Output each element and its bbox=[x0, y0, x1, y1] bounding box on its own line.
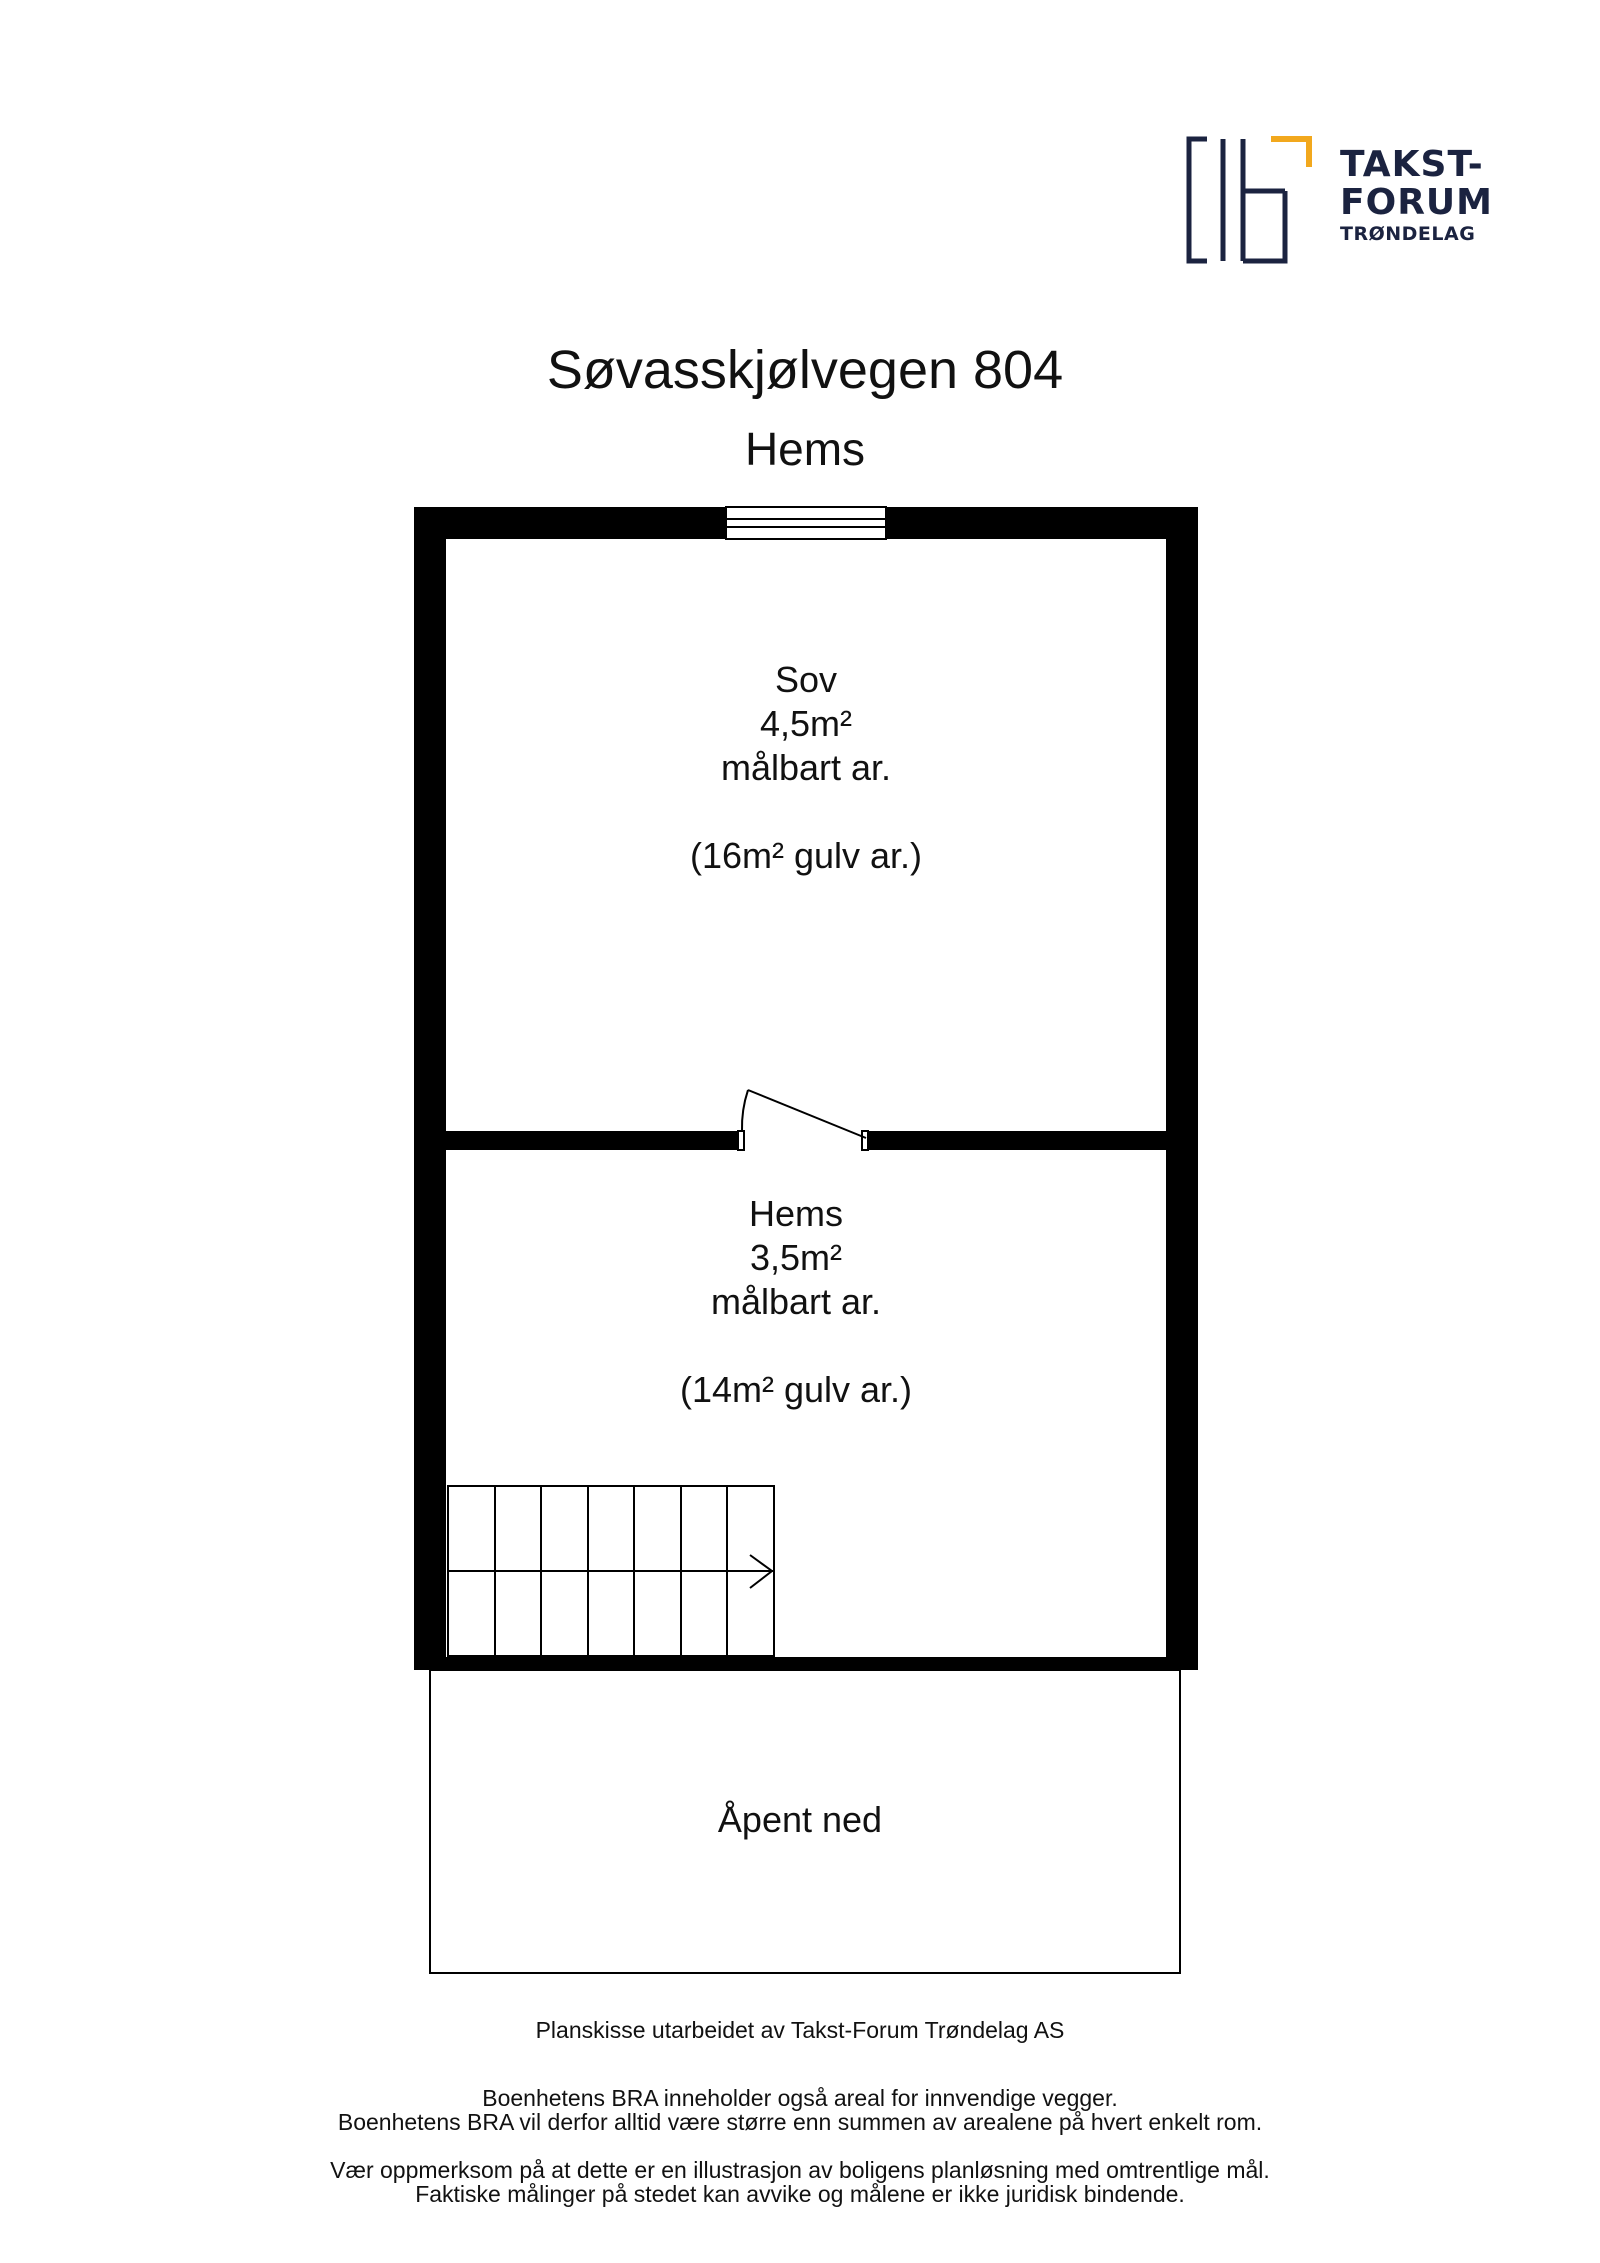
room-area: 3,5m² bbox=[749, 1237, 843, 1278]
window bbox=[726, 506, 886, 540]
address-title: Søvasskjølvegen 804 bbox=[546, 340, 1064, 400]
footer-note-1: Boenhetens BRA inneholder også areal for innvendige vegger. bbox=[482, 2085, 1118, 2111]
room-floor-area: (14m² gulv ar.) bbox=[679, 1369, 913, 1410]
footer-note-2: Boenhetens BRA vil derfor alltid være større enn summen av arealene på hvert enkelt rom. bbox=[337, 2109, 1263, 2135]
outer-wall-right bbox=[1166, 507, 1198, 1670]
room-label-open bbox=[600, 1798, 1000, 1842]
outer-wall-left bbox=[414, 507, 446, 1670]
room-label-sov bbox=[606, 658, 1006, 878]
room-floor-area: (16m² gulv ar.) bbox=[689, 835, 923, 876]
footer-disclaimer-2: Faktiske målinger på stedet kan avvike og målene er ikke juridisk bindende. bbox=[415, 2181, 1185, 2207]
interior-wall-left bbox=[446, 1131, 738, 1150]
logo-text-region: TRØNDELAG bbox=[1340, 223, 1476, 245]
outer-wall-bottom bbox=[414, 1657, 1198, 1670]
interior-wall-right bbox=[868, 1131, 1166, 1150]
room-area-note: målbart ar. bbox=[710, 1281, 882, 1322]
stairs bbox=[448, 1486, 774, 1656]
room-name: Sov bbox=[774, 659, 838, 700]
door bbox=[738, 1090, 868, 1150]
floor-title: Hems bbox=[744, 423, 866, 475]
logo-text-forum: FORUM bbox=[1340, 182, 1493, 223]
footer-credit: Planskisse utarbeidet av Takst-Forum Trøndelag AS bbox=[535, 2017, 1065, 2043]
room-area-note: målbart ar. bbox=[720, 747, 892, 788]
room-name: Åpent ned bbox=[717, 1799, 883, 1840]
room-name: Hems bbox=[748, 1193, 843, 1234]
room-label-hems bbox=[596, 1192, 996, 1412]
logo-text-takst: TAKST- bbox=[1340, 144, 1484, 185]
room-area: 4,5m² bbox=[759, 703, 853, 744]
footer-disclaimer-1: Vær oppmerksom på at dette er en illustrasjon av boligens planløsning med omtrentlige mål. bbox=[330, 2157, 1270, 2183]
